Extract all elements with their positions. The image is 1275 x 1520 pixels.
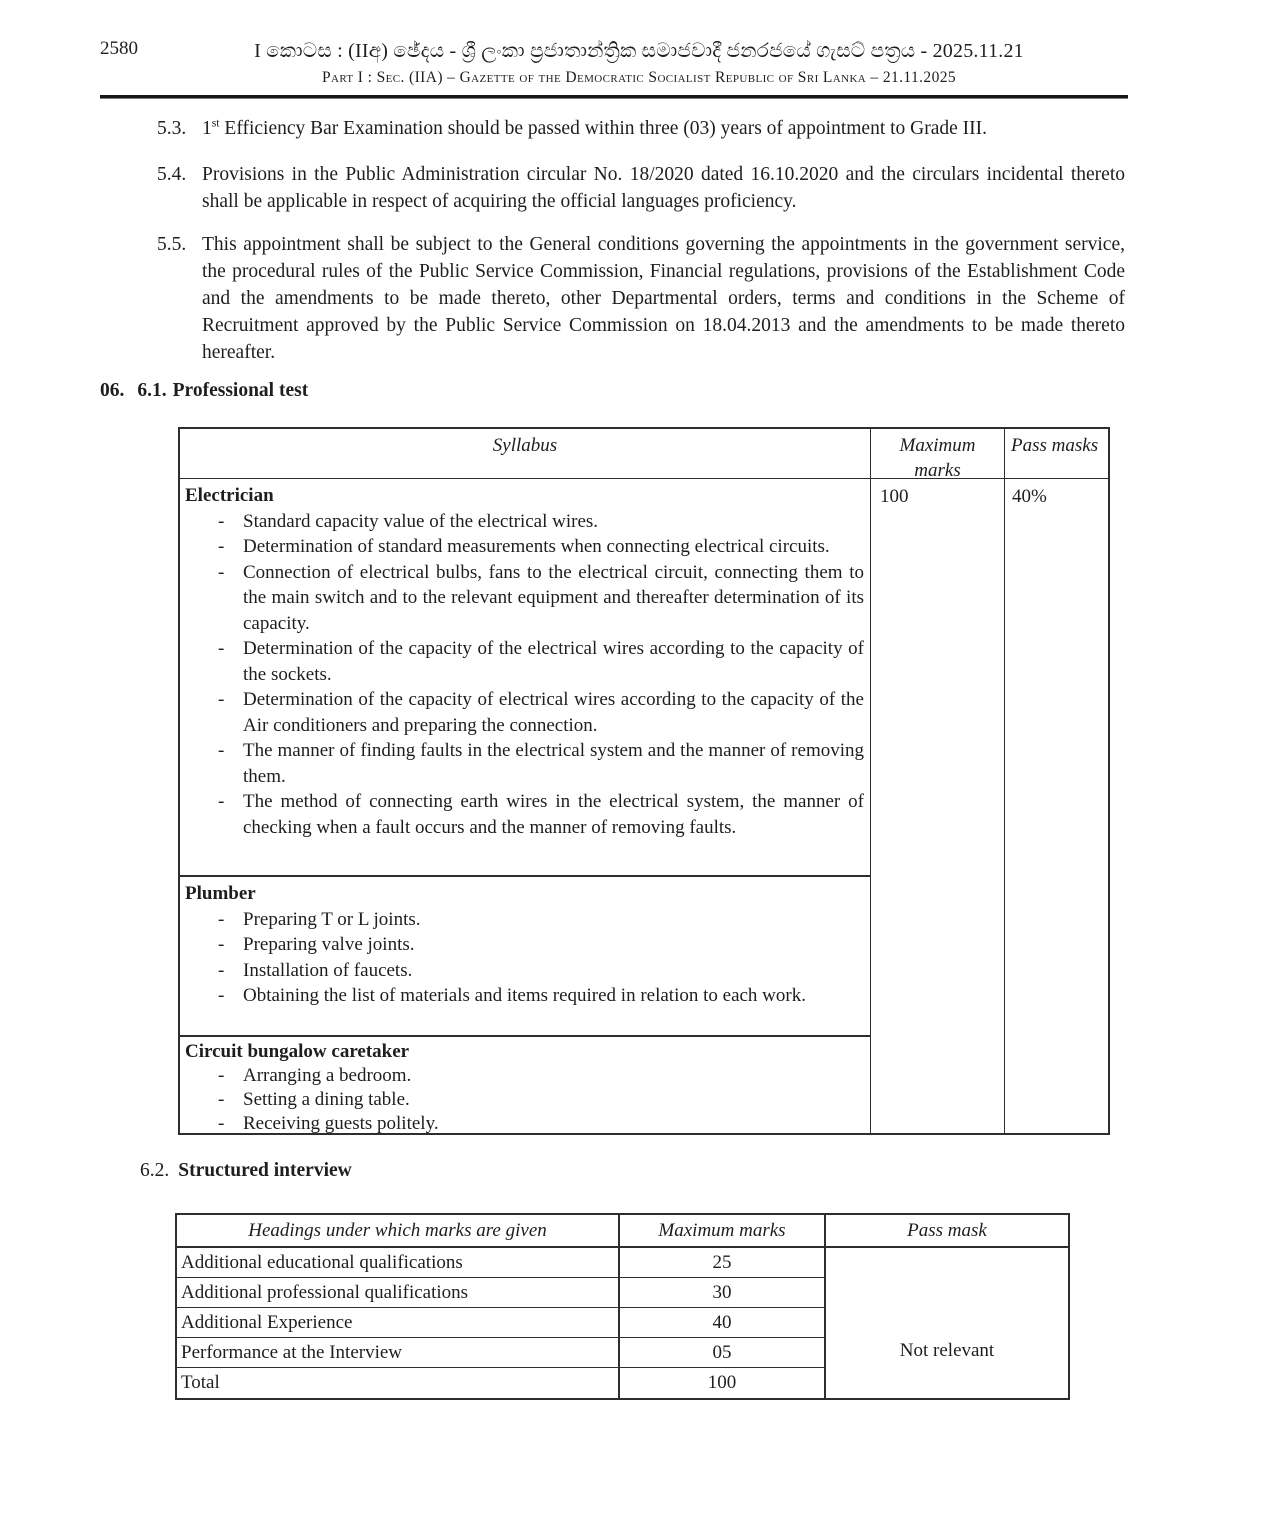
bullet-text: Determination of standard measurements when connecting electrical circuits. <box>243 536 830 557</box>
bullet-text: Determination of the capacity of electrical wires according to the capacity of the Air conditioners and preparing the connection. <box>243 689 864 736</box>
row-heading-cell: Additional professional qualifications <box>177 1278 618 1308</box>
bullet-item <box>218 907 867 933</box>
clause-text-prefix: 1 <box>202 118 212 139</box>
clause-5-4 <box>157 161 1125 215</box>
clause-5-3 <box>157 115 1125 142</box>
clause-superscript: st <box>211 116 220 130</box>
bullet-text: The manner of finding faults in the electrical system and the manner of removing them. <box>243 740 864 787</box>
bullet-dash: - <box>218 740 225 761</box>
bullet-item <box>218 789 867 840</box>
group-plumber <box>180 875 870 1035</box>
bullet-dash: - <box>218 1089 225 1110</box>
bullet-text: Obtaining the list of materials and items required in relation to each work. <box>243 985 806 1006</box>
clause-text: Provisions in the Public Administration circular No. 18/2020 dated 16.10.2020 and the circulars incidental thereto shall be applicable in respect of acquiring the official languages proficiency. <box>202 164 1125 212</box>
row-heading-cell: Performance at the Interview <box>177 1338 618 1368</box>
bullet-dash: - <box>218 536 225 557</box>
bullet-item <box>218 534 867 560</box>
clause-text <box>202 115 1125 142</box>
headings-header-cell: Headings under which marks are given <box>177 1215 618 1248</box>
row-marks-cell: 100 <box>618 1368 824 1398</box>
bullet-item <box>218 1064 867 1088</box>
bullet-item <box>218 509 867 535</box>
group-title: Electrician <box>185 485 274 506</box>
row-marks-cell: 05 <box>618 1338 824 1368</box>
section-heading-6-2 <box>140 1160 352 1182</box>
pass-marks-header-cell: Pass masks <box>1004 429 1108 479</box>
row-heading-cell: Total <box>181 1372 220 1393</box>
bullet-text: Standard capacity value of the electrical wires. <box>243 510 599 532</box>
bullet-dash: - <box>218 510 225 532</box>
bullet-item <box>218 636 867 687</box>
clause-5-5 <box>157 231 1125 366</box>
header-title-sinhala: I කොටස : (IIඅ) ඡේදය - ශ්‍රී ලංකා ප්‍රජාතාන්ත්‍රික සමාජවාදී ජනරජයේ ගැසට් පත්‍රය - 2025.11.21 <box>254 40 1024 62</box>
section-number: 6.2. <box>140 1160 170 1181</box>
clause-number: 5.5. <box>157 234 187 255</box>
section-number: 06. <box>100 380 125 401</box>
bullet-dash: - <box>218 908 225 930</box>
pass-marks-value-cell: 40% <box>1004 479 1108 1133</box>
page-header <box>150 36 1128 87</box>
bullet-dash: - <box>218 985 225 1006</box>
bullet-text: Preparing T or L joints. <box>243 908 421 930</box>
maximum-marks-header-cell: Maximum marks <box>618 1215 824 1248</box>
bullet-text: Arranging a bedroom. <box>243 1065 412 1086</box>
bullet-dash: - <box>218 638 225 659</box>
bullet-text: Setting a dining table. <box>243 1089 410 1110</box>
page-number: 2580 <box>100 38 138 59</box>
bullet-text: Connection of electrical bulbs, fans to the electrical circuit, connecting them to the main switch and to the relevant equipment and thereafter determination of its capacity. <box>243 561 864 634</box>
bullet-item <box>218 560 867 637</box>
section-heading-6-1 <box>100 380 308 402</box>
bullet-item <box>218 932 867 958</box>
section-sub-number: 6.1. <box>137 380 167 401</box>
clause-number: 5.3. <box>157 118 187 139</box>
bullet-dash: - <box>218 689 225 710</box>
section-title: Structured interview <box>178 1160 352 1181</box>
syllabus-header-cell: Syllabus <box>180 429 870 479</box>
group-title: Plumber <box>185 883 256 904</box>
maximum-marks-header-cell: Maximum marks <box>870 429 1004 479</box>
bullet-dash: - <box>218 561 225 583</box>
bullet-item <box>218 1088 867 1112</box>
bullet-item <box>218 1112 867 1133</box>
clause-text: This appointment shall be subject to the General conditions governing the appointments in the government service, the procedural rules of the Public Service Commission, Financial regulations, provisions of the Establishment Code and the amendments to be made thereto, other Departmental orders, terms and conditions in the Scheme of Recruitment approved by the Public Service Commission on 18.04.2013 and the amendments to be made thereto hereafter. <box>202 234 1125 363</box>
row-marks-cell: 25 <box>618 1248 824 1278</box>
bullet-item <box>218 738 867 789</box>
bullet-item <box>218 958 867 984</box>
bullet-dash: - <box>218 934 225 955</box>
maximum-marks-value-cell: 100 <box>870 479 1004 1133</box>
pass-mask-merged-cell: Not relevant <box>824 1248 1068 1398</box>
bullet-dash: - <box>218 1113 225 1133</box>
header-title-english: Part I : Sec. (IIA) – Gazette of the Democratic Socialist Republic of Sri Lanka – 21.11.2025 <box>321 69 957 86</box>
bullet-text: The method of connecting earth wires in the electrical system, the manner of checking when a fault occurs and the manner of removing faults. <box>243 791 864 838</box>
bullet-text: Preparing valve joints. <box>243 934 415 955</box>
bullet-text: Installation of faucets. <box>243 959 413 981</box>
bullet-dash: - <box>218 959 225 981</box>
row-marks-cell: 40 <box>618 1308 824 1338</box>
row-marks-cell: 30 <box>618 1278 824 1308</box>
professional-test-table <box>178 427 1110 1135</box>
group-title: Circuit bungalow caretaker <box>185 1041 410 1062</box>
header-rule <box>100 95 1128 99</box>
bullet-item <box>218 983 867 1009</box>
section-title: Professional test <box>172 380 309 401</box>
group-circuit-bungalow-caretaker <box>180 1035 870 1133</box>
row-heading-cell: Additional educational qualifications <box>177 1248 618 1278</box>
group-electrician <box>180 479 870 875</box>
bullet-text: Receiving guests politely. <box>243 1113 439 1133</box>
structured-interview-table <box>175 1213 1070 1400</box>
bullet-dash: - <box>218 1065 225 1086</box>
clause-text-body: Efficiency Bar Examination should be passed within three (03) years of appointment to Grade III. <box>219 118 988 139</box>
clause-number: 5.4. <box>157 164 187 185</box>
pass-mask-header-cell: Pass mask <box>824 1215 1068 1248</box>
bullet-text: Determination of the capacity of the electrical wires according to the capacity of the sockets. <box>243 638 864 685</box>
bullet-dash: - <box>218 791 225 812</box>
bullet-item <box>218 687 867 738</box>
row-heading-cell: Additional Experience <box>177 1308 618 1338</box>
